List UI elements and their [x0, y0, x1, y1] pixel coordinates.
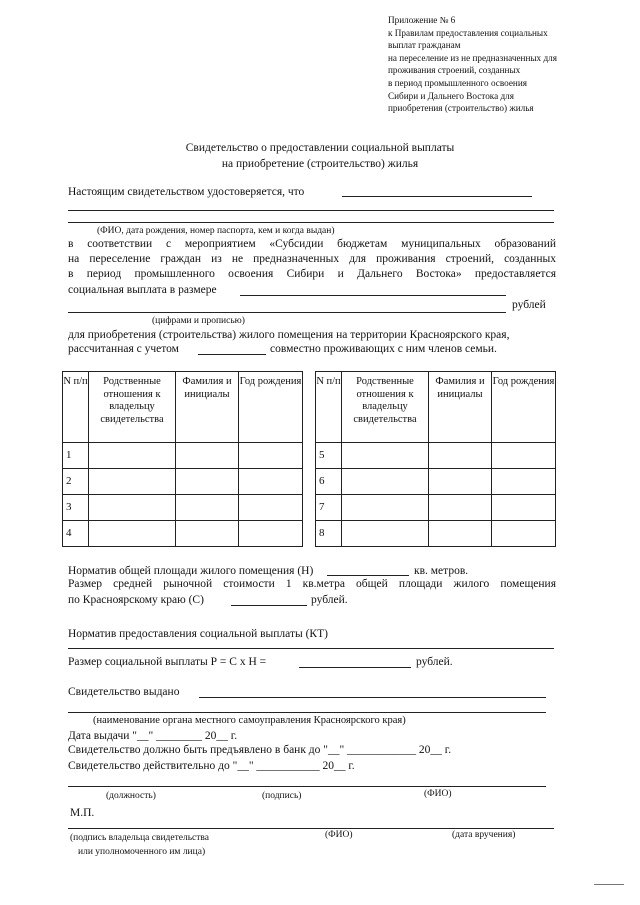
header-relation: Родственные отношения к владельцу свидетельства	[89, 372, 176, 443]
table-row	[63, 469, 303, 495]
table-row	[63, 521, 303, 547]
table-row	[63, 443, 303, 469]
name-cell[interactable]	[176, 495, 239, 521]
price-label: по Красноярскому краю (С)	[68, 594, 204, 606]
holder-name-line[interactable]	[342, 196, 532, 197]
calc-prefix: рассчитанная с учетом	[68, 343, 179, 355]
area-norm-label: Норматив общей площади жилого помещения (Н)	[68, 565, 314, 577]
issued-caption: (наименование органа местного самоуправления Красноярского края)	[93, 715, 406, 726]
name-cell[interactable]	[429, 495, 492, 521]
price-line[interactable]	[231, 605, 307, 606]
title-line-2: на приобретение (строительство) жилья	[221, 158, 419, 170]
document-title	[0, 140, 640, 172]
issue-date: Дата выдачи "__" ________ 20__ г.	[68, 730, 238, 742]
rubles-label: рублей	[512, 299, 546, 311]
appendix-line: приобретения (строительство) жилья	[388, 103, 534, 114]
relation-cell[interactable]	[342, 469, 429, 495]
row-number: 8	[316, 521, 342, 547]
header-name: Фамилия и инициалы	[176, 372, 239, 443]
appendix-line: выплат гражданам	[388, 40, 461, 51]
name-cell[interactable]	[429, 521, 492, 547]
holder-fio-caption: (ФИО)	[325, 830, 353, 840]
signature-caption: (подпись)	[262, 791, 302, 801]
legal-basis-line: на переселение граждан из не предназначенных для проживания строений, созданных	[68, 253, 556, 265]
payment-line[interactable]	[299, 667, 411, 668]
issued-label: Свидетельство выдано	[68, 686, 180, 698]
row-number: 4	[63, 521, 89, 547]
appendix-header	[388, 14, 628, 115]
header-birth-year: Год рождения	[239, 372, 303, 443]
certify-intro: Настоящим свидетельством удостоверяется, что	[68, 186, 305, 198]
header-birth-year: Год рождения	[492, 372, 556, 443]
appendix-line: Сибири и Дальнего Востока для	[388, 90, 514, 101]
header-relation: Родственные отношения к владельцу свидетельства	[342, 372, 429, 443]
birth-year-cell[interactable]	[492, 521, 556, 547]
name-cell[interactable]	[176, 443, 239, 469]
birth-year-cell[interactable]	[239, 495, 303, 521]
appendix-line: проживания строений, созданных	[388, 65, 521, 76]
name-cell[interactable]	[429, 443, 492, 469]
appendix-line: к Правилам предоставления социальных	[388, 27, 548, 38]
table-row	[63, 495, 303, 521]
relation-cell[interactable]	[89, 443, 176, 469]
family-count-line[interactable]	[198, 354, 266, 355]
row-number: 5	[316, 443, 342, 469]
relation-cell[interactable]	[89, 521, 176, 547]
row-number: 7	[316, 495, 342, 521]
table-row	[316, 495, 556, 521]
holder-details-line[interactable]	[68, 222, 554, 223]
name-cell[interactable]	[176, 469, 239, 495]
family-table-left	[62, 371, 303, 547]
table-row	[316, 469, 556, 495]
valid-until: Свидетельство действительно до "__" ___________ 20__ г.	[68, 760, 355, 772]
relation-cell[interactable]	[89, 469, 176, 495]
amount-caption: (цифрами и прописью)	[152, 316, 245, 326]
kt-label: Норматив предоставления социальной выплаты (КТ)	[68, 628, 328, 640]
payment-label: Размер социальной выплаты Р = С х Н =	[68, 656, 267, 668]
birth-year-cell[interactable]	[492, 469, 556, 495]
appendix-line: Приложение № 6	[388, 15, 456, 25]
table-row	[316, 521, 556, 547]
kt-line[interactable]	[68, 648, 554, 649]
seal-mark: М.П.	[70, 807, 95, 819]
fio-caption: (ФИО, дата рождения, номер паспорта, кем и когда выдан)	[97, 226, 335, 236]
row-number: 6	[316, 469, 342, 495]
relation-cell[interactable]	[342, 443, 429, 469]
issued-line-2[interactable]	[68, 712, 546, 713]
birth-year-cell[interactable]	[239, 469, 303, 495]
birth-year-cell[interactable]	[239, 443, 303, 469]
title-line-1: Свидетельство о предоставлении социальной выплаты	[185, 142, 455, 154]
relation-cell[interactable]	[342, 521, 429, 547]
header-name: Фамилия и инициалы	[429, 372, 492, 443]
name-cell[interactable]	[176, 521, 239, 547]
holder-sign-caption: (подпись владельца свидетельства	[70, 833, 209, 843]
price-line-1: Размер средней рыночной стоимости 1 кв.метра общей площади жилого помещения	[68, 578, 556, 590]
area-norm-unit: кв. метров.	[414, 565, 469, 577]
bank-deadline: Свидетельство должно быть предъявлено в банк до "__" ____________ 20__ г.	[68, 744, 452, 756]
name-cell[interactable]	[429, 469, 492, 495]
price-unit: рублей.	[311, 594, 348, 606]
birth-year-cell[interactable]	[239, 521, 303, 547]
legal-basis-line: в соответствии с мероприятием «Субсидии бюджетам муниципальных образований	[68, 238, 556, 250]
fio-caption-2: (ФИО)	[424, 789, 452, 799]
delivery-date-caption: (дата вручения)	[452, 830, 516, 840]
page-edge-mark	[594, 884, 624, 885]
row-number: 2	[63, 469, 89, 495]
header-number: N п/п	[316, 372, 342, 443]
birth-year-cell[interactable]	[492, 495, 556, 521]
row-number: 1	[63, 443, 89, 469]
table-row	[316, 443, 556, 469]
purpose-text: для приобретения (строительства) жилого помещения на территории Красноярского края,	[68, 329, 510, 341]
appendix-line: в период промышленного освоения	[388, 77, 527, 88]
relation-cell[interactable]	[89, 495, 176, 521]
amount-label: социальная выплата в размере	[68, 284, 217, 296]
holder-details-line[interactable]	[68, 210, 554, 211]
holder-sign-caption-2: или уполномоченного им лица)	[78, 847, 206, 857]
area-norm-line[interactable]	[327, 575, 409, 576]
position-caption: (должность)	[106, 791, 156, 801]
family-table-right	[315, 371, 556, 547]
amount-line[interactable]	[240, 295, 506, 296]
calc-suffix: совместно проживающих с ним членов семьи.	[270, 343, 497, 355]
payment-unit: рублей.	[416, 656, 453, 668]
legal-basis-line: в период промышленного освоения Сибири и Дальнего Востока» предоставляется	[68, 268, 556, 280]
birth-year-cell[interactable]	[492, 443, 556, 469]
appendix-line: на переселение из не предназначенных для	[388, 52, 557, 63]
issued-line[interactable]	[199, 697, 546, 698]
row-number: 3	[63, 495, 89, 521]
relation-cell[interactable]	[342, 495, 429, 521]
header-number: N п/п	[63, 372, 89, 443]
signature-line[interactable]	[68, 786, 546, 787]
amount-words-line[interactable]	[68, 312, 506, 313]
